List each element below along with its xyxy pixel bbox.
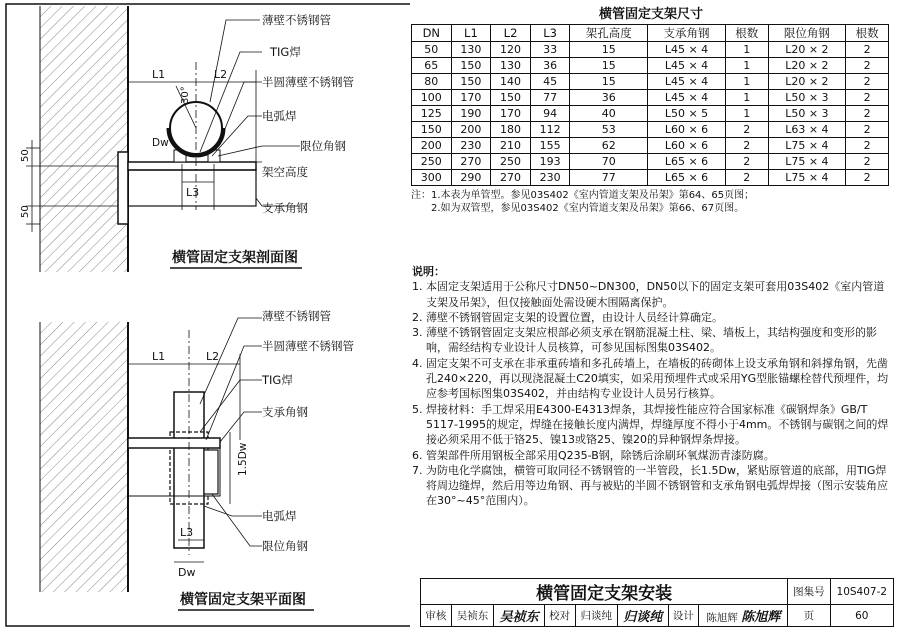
table-cell: 36 [530, 58, 570, 74]
table-row [412, 122, 889, 138]
table-cell: 2 [725, 122, 768, 138]
plan-limit-angle [204, 450, 218, 494]
table-cell: 100 [412, 90, 452, 106]
table-cell: 15 [570, 58, 648, 74]
table-cell: 2 [846, 42, 889, 58]
table-cell: 120 [491, 42, 531, 58]
explanation-item [412, 310, 890, 325]
table-cell: 112 [530, 122, 570, 138]
table-cell: 270 [491, 170, 531, 186]
table-cell: 2 [846, 170, 889, 186]
explanation-item [412, 325, 890, 356]
label-tig-1: TIG焊 [270, 45, 301, 59]
table-cell: 1 [725, 106, 768, 122]
table-header-cell: L1 [451, 25, 491, 42]
table-cell: 77 [570, 170, 648, 186]
checker-name: 归谈纯 [575, 605, 617, 627]
section-caption: 横管固定支架剖面图 [172, 250, 298, 266]
table-cell: 290 [451, 170, 491, 186]
table-cell: 250 [412, 154, 452, 170]
table-cell: 15 [570, 42, 648, 58]
table-row [412, 138, 889, 154]
table-cell: 230 [530, 170, 570, 186]
table-cell: 1 [725, 58, 768, 74]
label-limit-angle-2: 限位角钢 [262, 539, 308, 553]
explanation-item [412, 402, 890, 448]
drawing-area [0, 0, 410, 633]
explanation-item-text: 薄壁不锈钢管固定支架应根部必须支承在钢筋混凝土柱、梁、墙板上，其结构强度和变形的影响，需经结构专业设计人员核算，可参见国标图集03S402。 [426, 326, 877, 355]
explanation-item [412, 463, 890, 509]
table-cell: 1 [725, 90, 768, 106]
review-label: 审核 [421, 605, 452, 627]
table-cell: 155 [530, 138, 570, 154]
table-cell: 40 [570, 106, 648, 122]
table-cell: 53 [570, 122, 648, 138]
table-cell: 150 [491, 90, 531, 106]
explanation-item-number: 3. [412, 326, 423, 340]
dim-50-top: 50 [20, 149, 31, 162]
label-arc-weld-1: 电弧焊 [262, 109, 297, 123]
explanation-item-number: 6. [412, 448, 423, 462]
explanation-heading: 说明： [412, 265, 445, 278]
table-notes [411, 189, 891, 215]
table-cell: 2 [725, 138, 768, 154]
page-number: 60 [830, 605, 893, 627]
table-cell: 33 [530, 42, 570, 58]
label-thin-pipe-1: 薄壁不锈钢管 [262, 13, 331, 27]
table-cell: 130 [491, 58, 531, 74]
table-cell: 2 [846, 90, 889, 106]
page-label: 页 [788, 605, 830, 627]
table-cell: 77 [530, 90, 570, 106]
table-cell: 200 [412, 138, 452, 154]
table-header-cell: 根数 [846, 25, 889, 42]
table-row [412, 170, 889, 186]
table-cell: L20 × 2 [768, 42, 846, 58]
table-cell: 1 [725, 42, 768, 58]
label-arc-weld-2: 电弧焊 [262, 509, 297, 523]
explanation-item-number: 5. [412, 402, 423, 416]
table-cell: 210 [491, 138, 531, 154]
label-thin-pipe-2: 薄壁不锈钢管 [262, 309, 331, 323]
table-cell: 193 [530, 154, 570, 170]
dim-50-bottom: 50 [20, 205, 31, 218]
section-support-angle [128, 162, 256, 170]
reviewer-signature: 吴祯东 [494, 605, 545, 627]
table-header-cell: 支承角钢 [648, 25, 726, 42]
table-cell: 2 [846, 58, 889, 74]
table-cell: 170 [491, 106, 531, 122]
explanation-item-text: 为防电化学腐蚀，横管可取同径不锈钢管的一半管段，长1.5Dw，紧贴原管道的底部，用TIG焊将周边缝焊，然后用等边角钢、再与被贴的半圆不锈钢管和支承角钢电弧焊焊接（图示安装角应在30°~45°范围内）。 [426, 463, 888, 508]
table-cell: L75 × 4 [768, 154, 846, 170]
table-row [412, 74, 889, 90]
label-limit-angle-1: 限位角钢 [300, 139, 346, 153]
explanation-item-text: 本固定支架适用于公称尺寸DN50~DN300，DN50以下的固定支架可套用03S402《室内管道支架及吊架》，但仅接触面处需设硬木围隔离保护。 [426, 280, 885, 309]
table-cell: 2 [846, 154, 889, 170]
table-header-cell: L2 [491, 25, 531, 42]
table-cell: 2 [846, 138, 889, 154]
label-tig-2: TIG焊 [262, 373, 293, 387]
table-cell: 70 [570, 154, 648, 170]
table-cell: L20 × 2 [768, 58, 846, 74]
dim-angle: 30° [180, 86, 191, 104]
explanation-item-text: 固定支架不可支承在非承重砖墙和多孔砖墙上，在墙板的砖砌体上设支承角钢和斜撑角钢，先凿孔240×220，再以现浇混凝土C20填实，如采用预埋件式或采用YG型胀锚螺栓替代预埋件，均应参考国标图集03S402，并由结构专业设计人员另行核算。 [426, 356, 889, 401]
table-cell: 2 [725, 170, 768, 186]
table-row [412, 154, 889, 170]
dim-1-5dw: 1.5Dw [237, 442, 249, 476]
table-title: 横管固定支架尺寸 [598, 7, 703, 22]
table-cell: 140 [491, 74, 531, 90]
title-block [420, 578, 894, 627]
table-cell: L45 × 4 [648, 90, 726, 106]
dim-l3-2: L3 [180, 526, 194, 539]
table-cell: L60 × 6 [648, 138, 726, 154]
dimension-table-block [411, 6, 891, 215]
table-cell: 65 [412, 58, 452, 74]
section-embed-plate [118, 152, 128, 224]
table-cell: 2 [846, 122, 889, 138]
table-cell: 200 [451, 122, 491, 138]
dim-l2-1: L2 [214, 68, 228, 81]
explanation-item-text: 薄壁不锈钢管固定支架的设置位置，由设计人员经计算确定。 [426, 310, 723, 324]
table-cell: 2 [846, 74, 889, 90]
reviewer-name: 吴祯东 [451, 605, 493, 627]
table-note-1: 注：1.本表为单管型。参见03S402《室内管道支架及吊架》第64、65页图； [411, 190, 755, 201]
designer-signature: 陈旭辉 [741, 610, 781, 625]
dim-l1-2: L1 [152, 350, 166, 363]
table-cell: 150 [451, 58, 491, 74]
table-cell: 1 [725, 74, 768, 90]
table-cell: 180 [491, 122, 531, 138]
table-cell: 2 [846, 106, 889, 122]
explanation-item [412, 448, 890, 463]
design-label: 设计 [668, 605, 699, 627]
explanation-item-text: 焊接材料：手工焊采用E4300-E4313焊条，其焊接性能应符合国家标准《碳钢焊条》GB/T 5117-1995的规定，焊缝在接触长度内满焊，焊缝厚度不得小于4mm。不锈钢与碳钢之间的焊接必须采用不低于铬25、镍13或铬25、镍20的异种钢焊条焊接。 [426, 402, 889, 447]
table-cell: 15 [570, 74, 648, 90]
dim-l3-1: L3 [186, 186, 200, 199]
dim-dw-1: Dw [152, 137, 169, 149]
table-cell: L45 × 4 [648, 74, 726, 90]
table-row [412, 42, 889, 58]
table-row [412, 106, 889, 122]
plan-view [40, 318, 262, 592]
label-half-pipe-1: 半圆薄壁不锈钢管 [262, 75, 354, 89]
table-header-cell: L3 [530, 25, 570, 42]
explanation-block [412, 264, 890, 509]
table-cell: L50 × 5 [648, 106, 726, 122]
table-header-cell: 根数 [725, 25, 768, 42]
table-cell: 45 [530, 74, 570, 90]
table-cell: 94 [530, 106, 570, 122]
section-wall [40, 6, 128, 272]
dim-dw-2: Dw [178, 566, 196, 579]
table-cell: 62 [570, 138, 648, 154]
table-cell: 2 [725, 154, 768, 170]
check-label: 校对 [544, 605, 575, 627]
table-cell: L65 × 6 [648, 154, 726, 170]
label-half-pipe-2: 半圆薄壁不锈钢管 [262, 339, 354, 353]
table-cell: 150 [412, 122, 452, 138]
explanation-item-number: 1. [412, 280, 423, 294]
table-cell: 80 [412, 74, 452, 90]
table-row [412, 90, 889, 106]
checker-signature: 归谈纯 [617, 605, 668, 627]
table-cell: L63 × 4 [768, 122, 846, 138]
atlas-label: 图集号 [788, 579, 830, 605]
table-cell: L45 × 4 [648, 58, 726, 74]
plan-wall [40, 322, 128, 592]
table-cell: L45 × 4 [648, 42, 726, 58]
table-cell: 170 [451, 90, 491, 106]
explanation-item-number: 7. [412, 463, 423, 477]
table-cell: 230 [451, 138, 491, 154]
dimension-table [411, 24, 889, 186]
table-header-cell: DN [412, 25, 452, 42]
label-support-angle-1: 支承角钢 [262, 201, 308, 215]
drawing-title: 横管固定支架安装 [421, 579, 788, 605]
table-cell: 270 [451, 154, 491, 170]
table-cell: 36 [570, 90, 648, 106]
label-overhead-1: 架空高度 [262, 165, 308, 179]
dim-l2-2: L2 [206, 350, 220, 363]
table-cell: 50 [412, 42, 452, 58]
explanation-item [412, 279, 890, 310]
explanation-item [412, 356, 890, 402]
table-cell: 125 [412, 106, 452, 122]
table-note-2: 2.如为双管型，参见03S402《室内管道支架及吊架》第66、67页图。 [431, 203, 745, 214]
table-cell: L20 × 2 [768, 74, 846, 90]
dim-l1-1: L1 [152, 68, 166, 81]
explanation-item-number: 2. [412, 310, 423, 324]
table-cell: L65 × 6 [648, 170, 726, 186]
table-cell: L50 × 3 [768, 106, 846, 122]
table-header-cell: 限位角钢 [768, 25, 846, 42]
table-header-row [412, 25, 889, 42]
designer-name: 陈旭辉 陈旭辉 [699, 605, 788, 627]
table-cell: L75 × 4 [768, 170, 846, 186]
table-cell: 190 [451, 106, 491, 122]
table-cell: L60 × 6 [648, 122, 726, 138]
table-cell: L50 × 3 [768, 90, 846, 106]
table-cell: 130 [451, 42, 491, 58]
table-cell: L75 × 4 [768, 138, 846, 154]
explanation-item-text: 管架部件所用钢板全部采用Q235-B钢，除锈后涂刷环氧煤沥青漆防腐。 [426, 448, 775, 462]
table-cell: 250 [491, 154, 531, 170]
explanation-item-number: 4. [412, 356, 423, 370]
table-cell: 300 [412, 170, 452, 186]
table-cell: 150 [451, 74, 491, 90]
table-header-cell: 架孔高度 [570, 25, 648, 42]
table-row [412, 58, 889, 74]
atlas-number: 10S407-2 [830, 579, 893, 605]
label-support-angle-2: 支承角钢 [262, 405, 308, 419]
plan-caption: 横管固定支架平面图 [180, 592, 306, 608]
